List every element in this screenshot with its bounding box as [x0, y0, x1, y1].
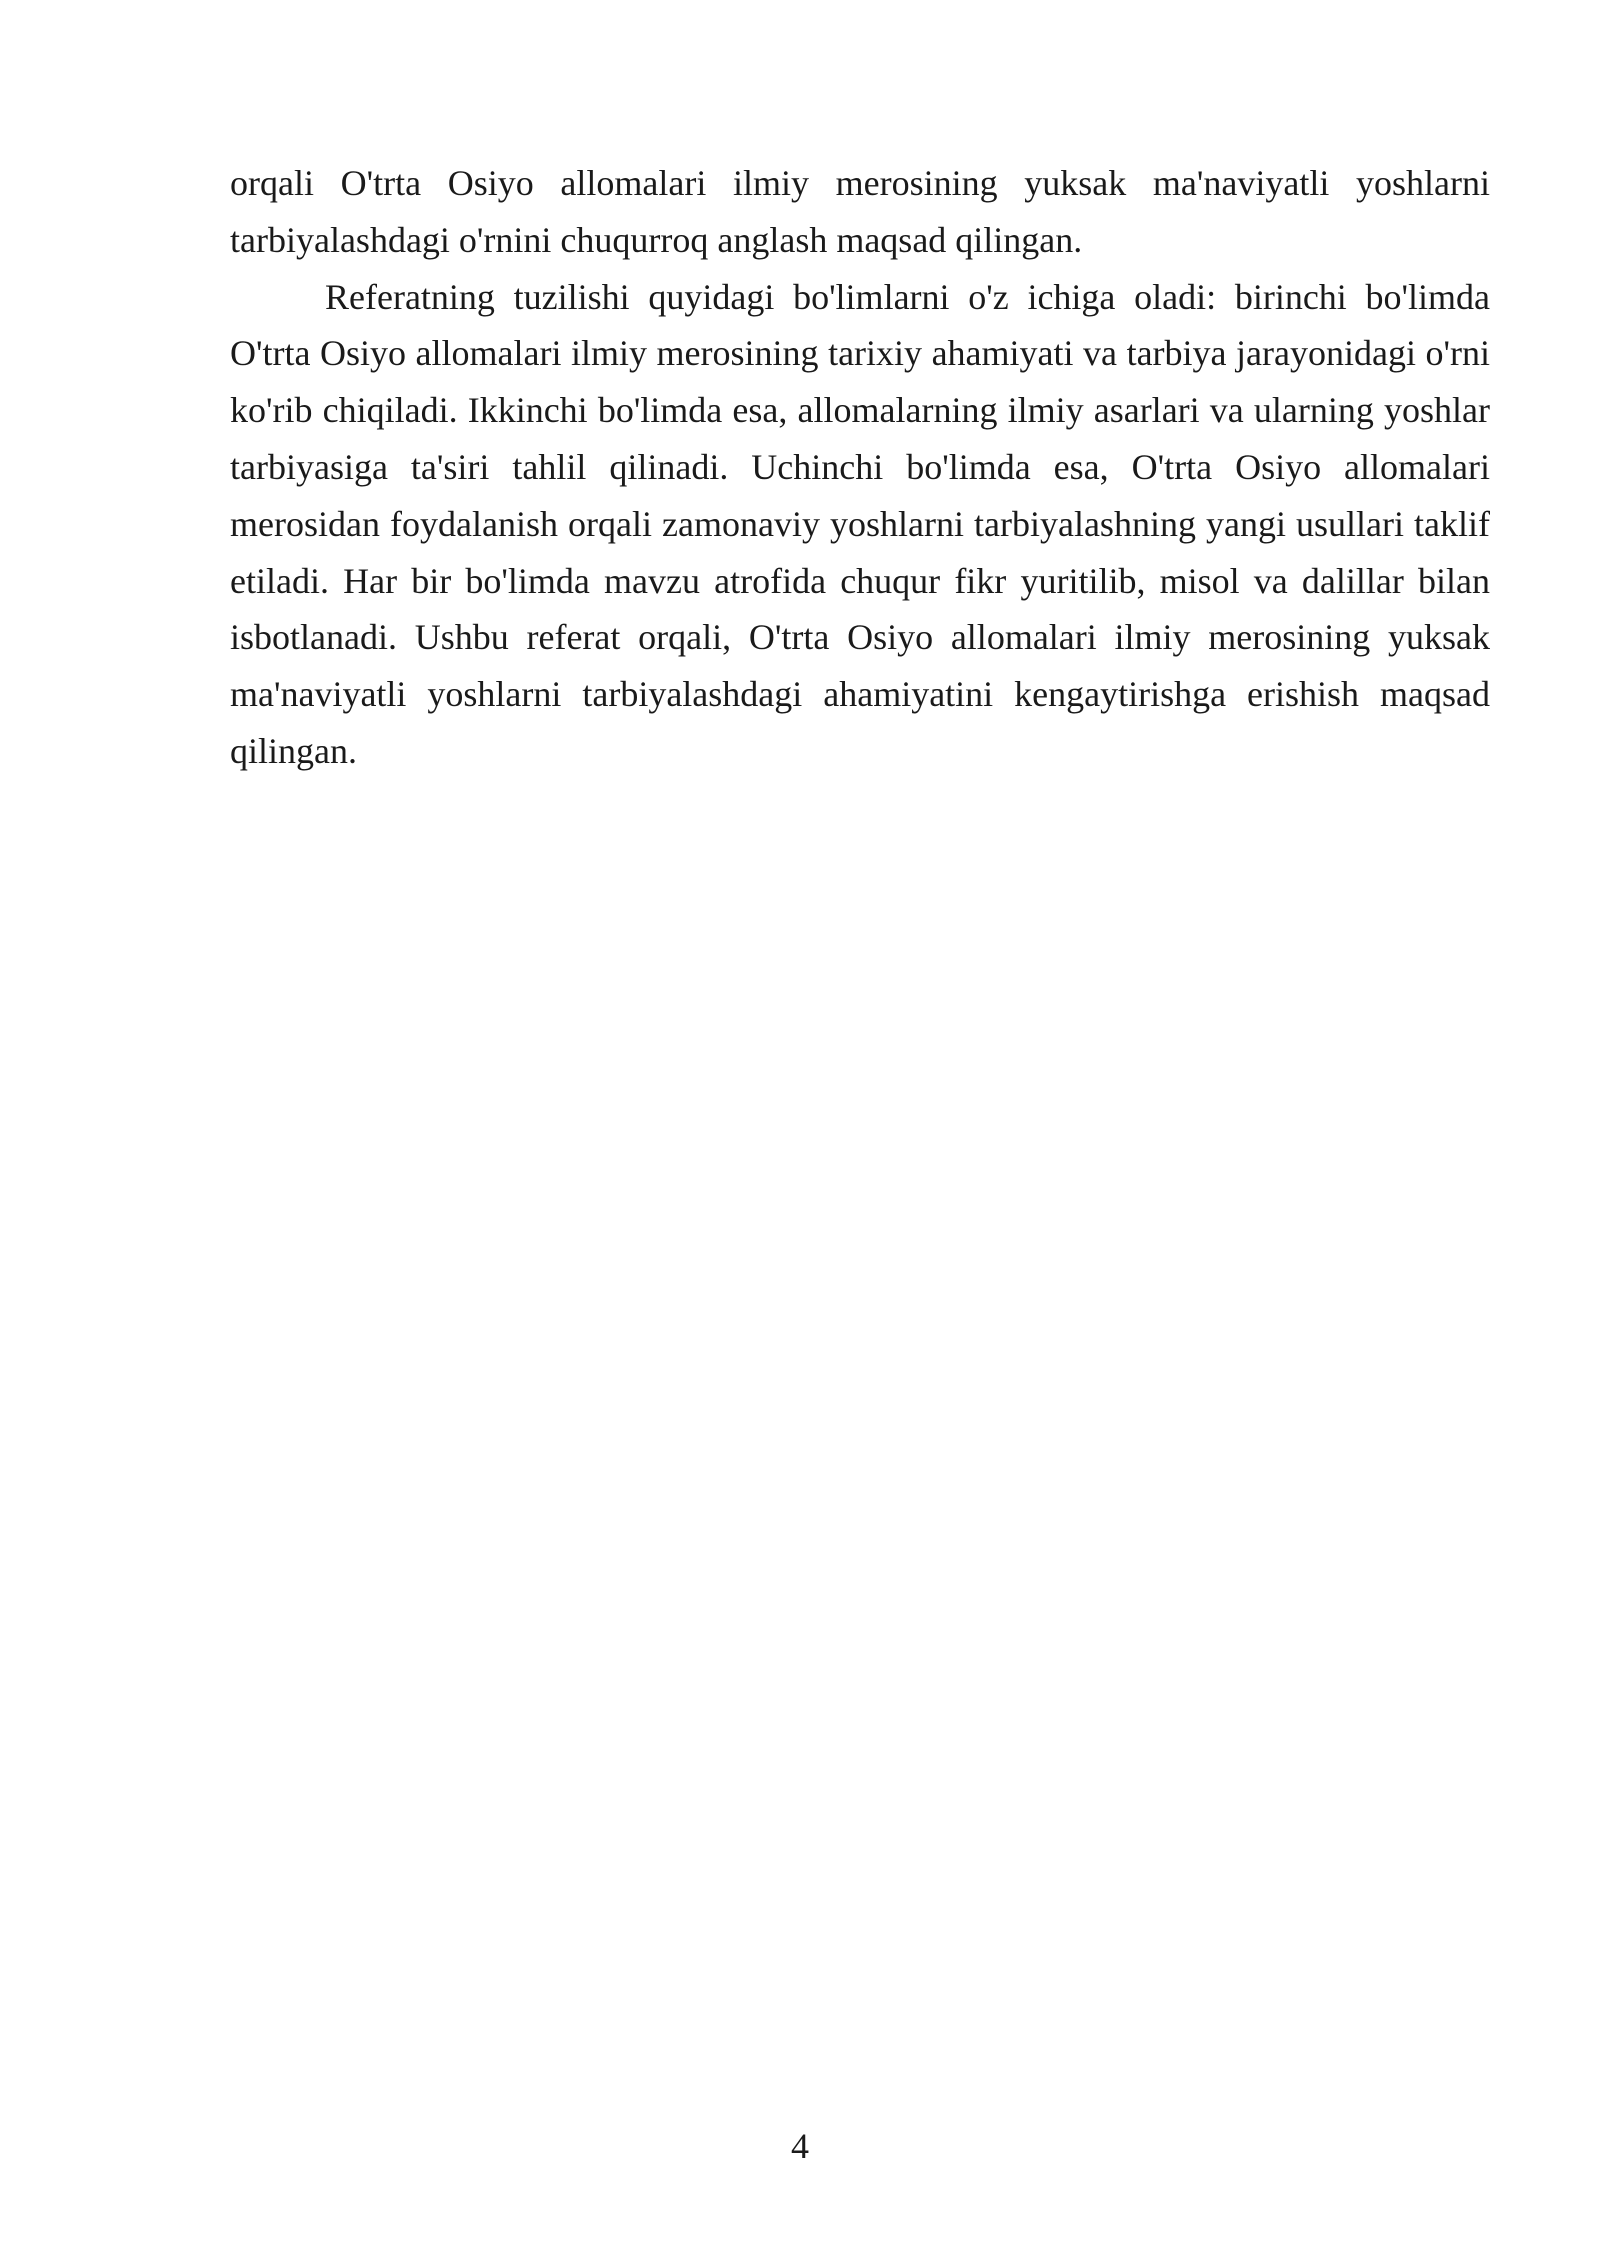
- paragraph-continuation: orqali O'trta Osiyo allomalari ilmiy merosining yuksak ma'naviyatli yoshlarni tarbiyalashdagi o'rnini chuqurroq anglash maqsad qilingan.: [230, 163, 1490, 260]
- paragraph-structure: Referatning tuzilishi quyidagi bo'limlarni o'z ichiga oladi: birinchi bo'limda O'trta Osiyo allomalari ilmiy merosining tarixiy ahamiyati va tarbiya jarayonidagi o'rni ko'rib chiqiladi. Ikkinchi bo'limda esa, allomalarning ilmiy asarlari va ularning yoshlar tarbiyasiga ta'siri tahlil qilinadi. Uchinchi bo'limda esa, O'trta Osiyo allomalari merosidan foydalanish orqali zamonaviy yoshlarni tarbiyalashning yangi usullari taklif etiladi. Har bir bo'limda mavzu atrofida chuqur fikr yuritilib, misol va dalillar bilan isbotlanadi. Ushbu referat orqali, O'trta Osiyo allomalari ilmiy merosining yuksak ma'naviyatli yoshlarni tarbiyalashdagi ahamiyatini kengaytirishga erishish maqsad qilingan.: [230, 276, 1490, 771]
- page-number: 4: [791, 2126, 809, 2166]
- body-text: [230, 155, 1490, 780]
